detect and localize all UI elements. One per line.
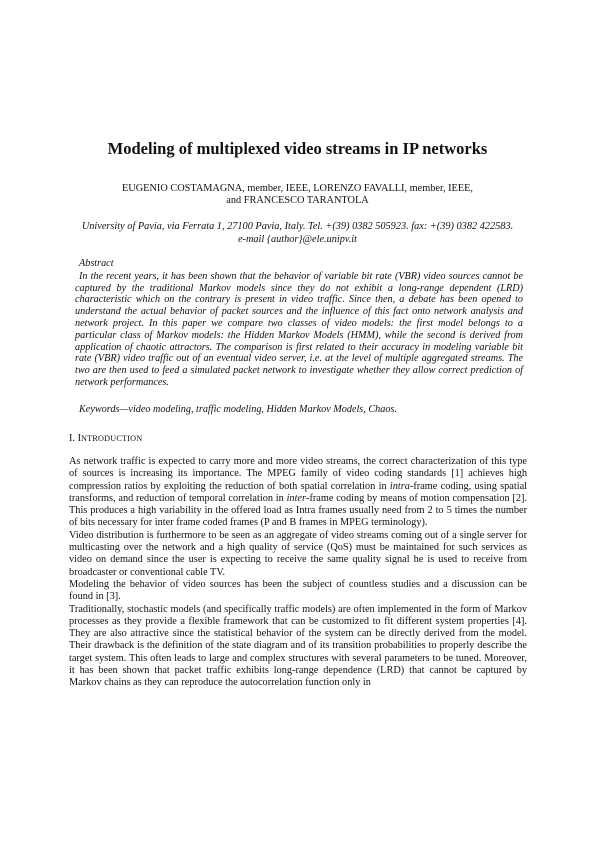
text-run: -frame coding by means of motion compensation [2]. This produces a high variability in the offered load as Intra frames usually need from 2 to 5 times the number of bits necessary for inter frame coded frames (P and B frames in MPEG terminology). <box>69 492 528 529</box>
abstract-heading: Abstract <box>79 258 114 269</box>
abstract-text: In the recent years, it has been shown that the behavior of variable bit rate (VBR) video sources cannot be captured by the traditional Markov models since they do not exhibit a long-range dependent (LRD) characteristic which on the contrary is present in video traffic. Since then, a debate has been opened to understand the actual behavior of packet sources and the influence of this fact onto network analysis and network project. In this paper we compare two classes of video models: the first model belongs to a particular class of Markov models: the Hidden Markov Models (HMM), while the second is derived from application of chaotic attractors. The comparison is first related to their accuracy in modeling variable bit rate (VBR) video traffic out of an eventual video server, i.e. at the level of multiple aggregated streams. The two are then used to feed a simulated packet network to investigate whether they allow correct prediction of network performances. <box>75 270 523 388</box>
section-number: I. I <box>69 433 82 444</box>
italic-term: inter <box>286 492 307 504</box>
affiliation-block <box>60 221 535 246</box>
abstract-section <box>75 258 523 389</box>
body-paragraph: Video distribution is furthermore to be seen as an aggregate of video streams coming out of a single server for multicasting over the network and a high quality of service (QoS) must be maintained for such services as video on demand since the user is expecting to receive the same quality signal he is used to receive from broadcaster or conventional cable TV. <box>69 529 527 578</box>
section-heading <box>69 433 142 445</box>
paper-title: Modeling of multiplexed video streams in IP networks <box>107 139 488 158</box>
body-paragraph: Modeling the behavior of video sources has been the subject of countless studies and a discussion can be found in [3]. <box>69 578 527 603</box>
text-run: As network traffic is expected to carry more and more video streams, the correct characterization of this type of sources is increasing its importance. The MPEG family of video coding standards [1] achieves high compression ratios by exploiting the reduction of both spatial correlation in <box>69 456 527 492</box>
body-text <box>69 456 527 690</box>
italic-term: intra <box>389 480 410 492</box>
body-paragraph <box>69 456 527 530</box>
author-line: EUGENIO COSTAMAGNA, member, IEEE, LORENZO FAVALLI, member, IEEE, <box>122 183 473 194</box>
keywords-line: Keywords—video modeling, traffic modeling, Hidden Markov Models, Chaos. <box>79 404 397 415</box>
body-paragraph: Traditionally, stochastic models (and specifically traffic models) are often implemented in the form of Markov processes as they provide a flexible framework that can be customized to fit different system properties [4]. They are also attractive since the statistical behavior of the system can be directly derived from the model. Their drawback is the definition of the state diagram and of its transition probabilities to properly describe the target system. This often leads to large and complex structures with several parameters to be tuned. Moreover, it has been shown that packet traffic exhibits long-range dependence (LRD) that cannot be captured by Markov chains as they can reproduce the autocorrelation function only in <box>69 603 527 689</box>
text-run: -frame coding, using spatial transforms, and reduction of temporal correlation in <box>69 480 528 504</box>
author-block <box>70 183 525 207</box>
affiliation-line: University of Pavia, via Ferrata 1, 27100 Pavia, Italy. Tel. +(39) 0382 505923. fax: +(39) 0382 422583. <box>81 221 514 232</box>
email-line: e-mail {author}@ele.unipv.it <box>237 233 358 245</box>
section-title: NTRODUCTION <box>81 434 143 443</box>
author-line: and FRANCESCO TARANTOLA <box>226 195 369 206</box>
